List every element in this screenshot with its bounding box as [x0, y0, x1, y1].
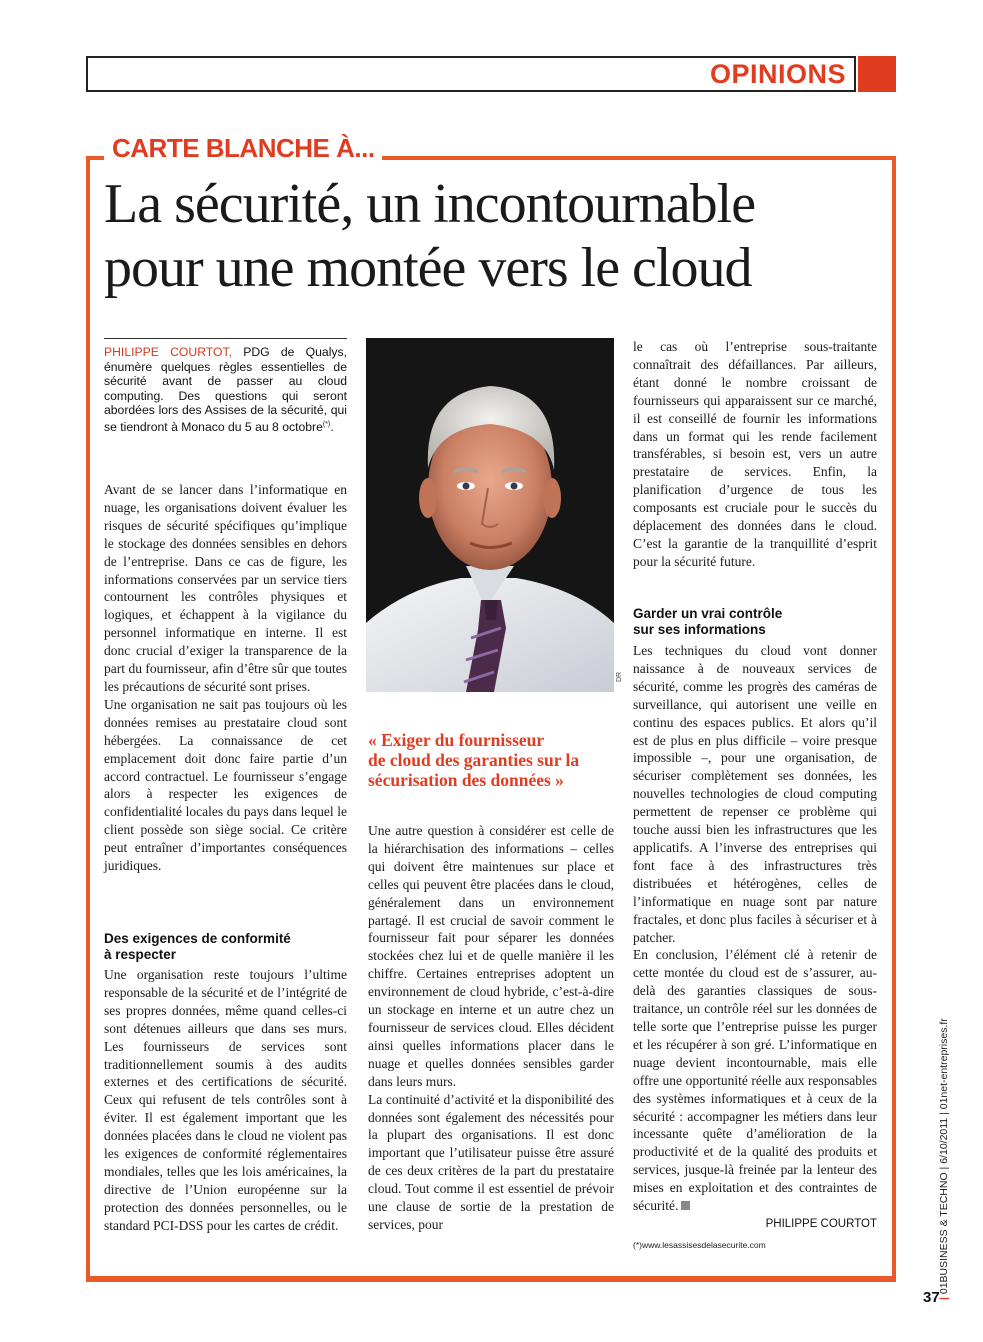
paragraph: le cas où l’entreprise sous-traitante connaîtrait des défaillances. Par ailleurs, étant donné le nombre croissant de fournisseurs qui apparaissent sur ce marché, il est conseillé de fournir les informations dans un format qui les rende facilement transférables, si besoin est, vers un autre prestataire de services. Enfin, la planification d’urgence de tous les composants est cruciale pour le succès du déplacement des données dans le cloud. C’est la garantie de la tranquillité d’esprit pour la sécurité future.	[633, 339, 877, 569]
subheading-line-1: Des exigences de conformité	[104, 931, 291, 946]
author-photo	[366, 338, 614, 692]
paragraph: Une organisation reste toujours l’ultime responsable de la sécurité et de l’intégrité de ses propres données, même quand celles-ci sont détenues ailleurs que dans ses murs. Les fournisseurs de services sont traditionnellement soumis à des audits externes et des certifications de sécurité. Ceux qui refusent de tels contrôles sont à éviter. Il est également important que les données placées dans le cloud ne violent pas les exigences de conformité réglementaires mondiales, telles que les lois américaines, la directive de l’Union européenne sur la protection des données personnelles, ou le standard PCI-DSS pour les cartes de crédit.	[104, 967, 347, 1233]
frame-top-right	[382, 156, 896, 160]
paragraph-final-text: En conclusion, l’élément clé à retenir de cette montée du cloud est de s’assurer, au-delà des garanties classiques de sous-traitance, un contrôle réel sur les données de telle sorte que l’entreprise puisse les purger et les récupérer à son gré. L’informatique en nuage devient incontournable, mais elle offre une opportunité réelle aux responsables des systèmes informatiques et à ceux de la sécurité : accompagner les métiers dans leur incessante quête d’amélioration de la productivité et de la qualité des produits et services, jusque-là freinée par la lenteur des mises en exploitation et des contraintes de sécurité.	[633, 947, 877, 1214]
subheading-line-2: à respecter	[104, 947, 177, 962]
folio-date: 6/10/2011	[938, 1117, 950, 1164]
kicker: CARTE BLANCHE À...	[112, 133, 375, 163]
headline	[104, 172, 884, 300]
subheading-control	[633, 606, 877, 638]
portrait-illustration	[366, 338, 614, 692]
column-2-body	[368, 822, 614, 1234]
folio-bar: |	[938, 1297, 950, 1300]
column-1-body-b	[104, 966, 347, 1235]
section-header-bar	[86, 56, 856, 92]
pull-quote	[368, 730, 618, 790]
paragraph: Une autre question à considérer est celle de la hiérarchisation des informations – celles qui doivent être maintenues sur place et celles qui peuvent être placées dans le cloud, généralement dans un environnement partagé. Il est crucial de savoir comment le fournisseur fait pour séparer les données stockées chez lui et de quelle manière il les chiffre. Certaines entreprises adoptent un environnement de cloud hybride, c’est-à-dire un stockage en interne et un autre chez un fournisseur de services cloud. Elles décident ainsi quelles informations placer dans le nuage et quelles données sensibles garder dans leurs murs.	[368, 823, 614, 1089]
folio-site: 01net-entreprises.fr	[938, 1018, 950, 1110]
paragraph: Les techniques du cloud vont donner naissance à de nouveaux services de sécurité, comme les progrès des caméras de surveillance, qui autorisent une veille en continu des espaces publics. Et alors qu’il est de plus en plus difficile – voire presque impossible –, pour une organisation, de sécuriser complètement ses données, les nouvelles technologies de cloud computing permettent de repenser ce problème qui touche aussi bien les infrastructures que les applicatifs. A l’inverse des entreprises qui font face à des infrastructures très distribuées et hétérogènes, celles de l’informatique en nuage sont par nature fractales, et donc plus faciles à sécuriser et à patcher.	[633, 643, 877, 945]
subheading-line-1: Garder un vrai contrôle	[633, 606, 783, 621]
intro-author: PHILIPPE COURTOT,	[104, 345, 232, 359]
headline-line-1: La sécurité, un incontournable	[104, 173, 756, 235]
pull-quote-line-3: sécurisation des données »	[368, 770, 564, 790]
paragraph-final	[633, 946, 877, 1215]
photo-credit: DR	[616, 671, 623, 682]
page-number: 37	[923, 1289, 940, 1306]
footnote: (*)www.lesassisesdelasecurite.com	[633, 1240, 766, 1250]
column-3-body-b	[633, 642, 877, 1215]
section-label: OPINIONS	[709, 59, 846, 89]
pull-quote-line-2: de cloud des garanties sur la	[368, 750, 580, 770]
folio-separator: |	[938, 1166, 950, 1170]
folio-separator: |	[938, 1112, 950, 1115]
frame-left	[86, 156, 90, 1282]
column-3-body-a	[633, 338, 877, 571]
paragraph: Une organisation ne sait pas toujours où les données remises au prestataire cloud sont hébergées. La connaissance de cet emplacement doit donc faire partie d’un accord contractuel. Le fournisseur s’engage alors à respecter les exigences de confidentialité locales du pays dans lequel le client possède son siège social. Ce critère peut entraîner d’importantes conséquences juridiques.	[104, 696, 347, 874]
paragraph: La continuité d’activité et la disponibilité des données sont également des nécessités pour la plupart des organisations. Il est donc important que l’utilisateur puisse être assuré de ces deux critères de la part du prestataire cloud. Tout comme il est essentiel de prévoir une clause de sortie de la prestation de services, pour	[368, 1091, 614, 1232]
frame-right	[892, 156, 896, 1282]
intro-text: PDG de Qualys, énumère quelques règles essentielles de sécurité avant de passer au cloud computing. Des questions qui seront abordées lors des Assises de la sécurité, qui se tiendront à Monaco du 5 au 8 octobre	[104, 345, 347, 435]
folio	[938, 1018, 950, 1300]
intro-rule	[104, 338, 347, 339]
folio-publication: 01BUSINESS & TECHNO	[938, 1172, 950, 1295]
section-tab-block	[858, 56, 896, 92]
end-mark-icon	[681, 1201, 690, 1210]
frame-bottom	[86, 1276, 896, 1282]
intro-note: (*)	[322, 420, 331, 428]
intro-paragraph	[104, 345, 347, 435]
subheading-line-2: sur ses informations	[633, 622, 766, 637]
subheading-conformity	[104, 931, 347, 963]
intro-end: .	[330, 420, 334, 435]
signature: PHILIPPE COURTOT	[765, 1218, 877, 1230]
pull-quote-line-1: « Exiger du fournisseur	[368, 730, 545, 750]
column-1-body-a	[104, 481, 347, 875]
headline-line-2: pour une montée vers le cloud	[104, 237, 752, 299]
paragraph: Avant de se lancer dans l’informatique en nuage, les organisations doivent évaluer les risques de sécurité spécifiques qu’implique le stockage des données sensibles en dehors de l’entreprise. Dans ce cas de figure, les informations conservées par un service tiers contournent les contrôles physiques et logiques, et échappent à la vigilance du personnel informatique en interne. Il est donc crucial d’exiger la transparence de la part du fournisseur, afin d’être sûr que toutes les précautions de sécurité sont prises.	[104, 482, 347, 694]
